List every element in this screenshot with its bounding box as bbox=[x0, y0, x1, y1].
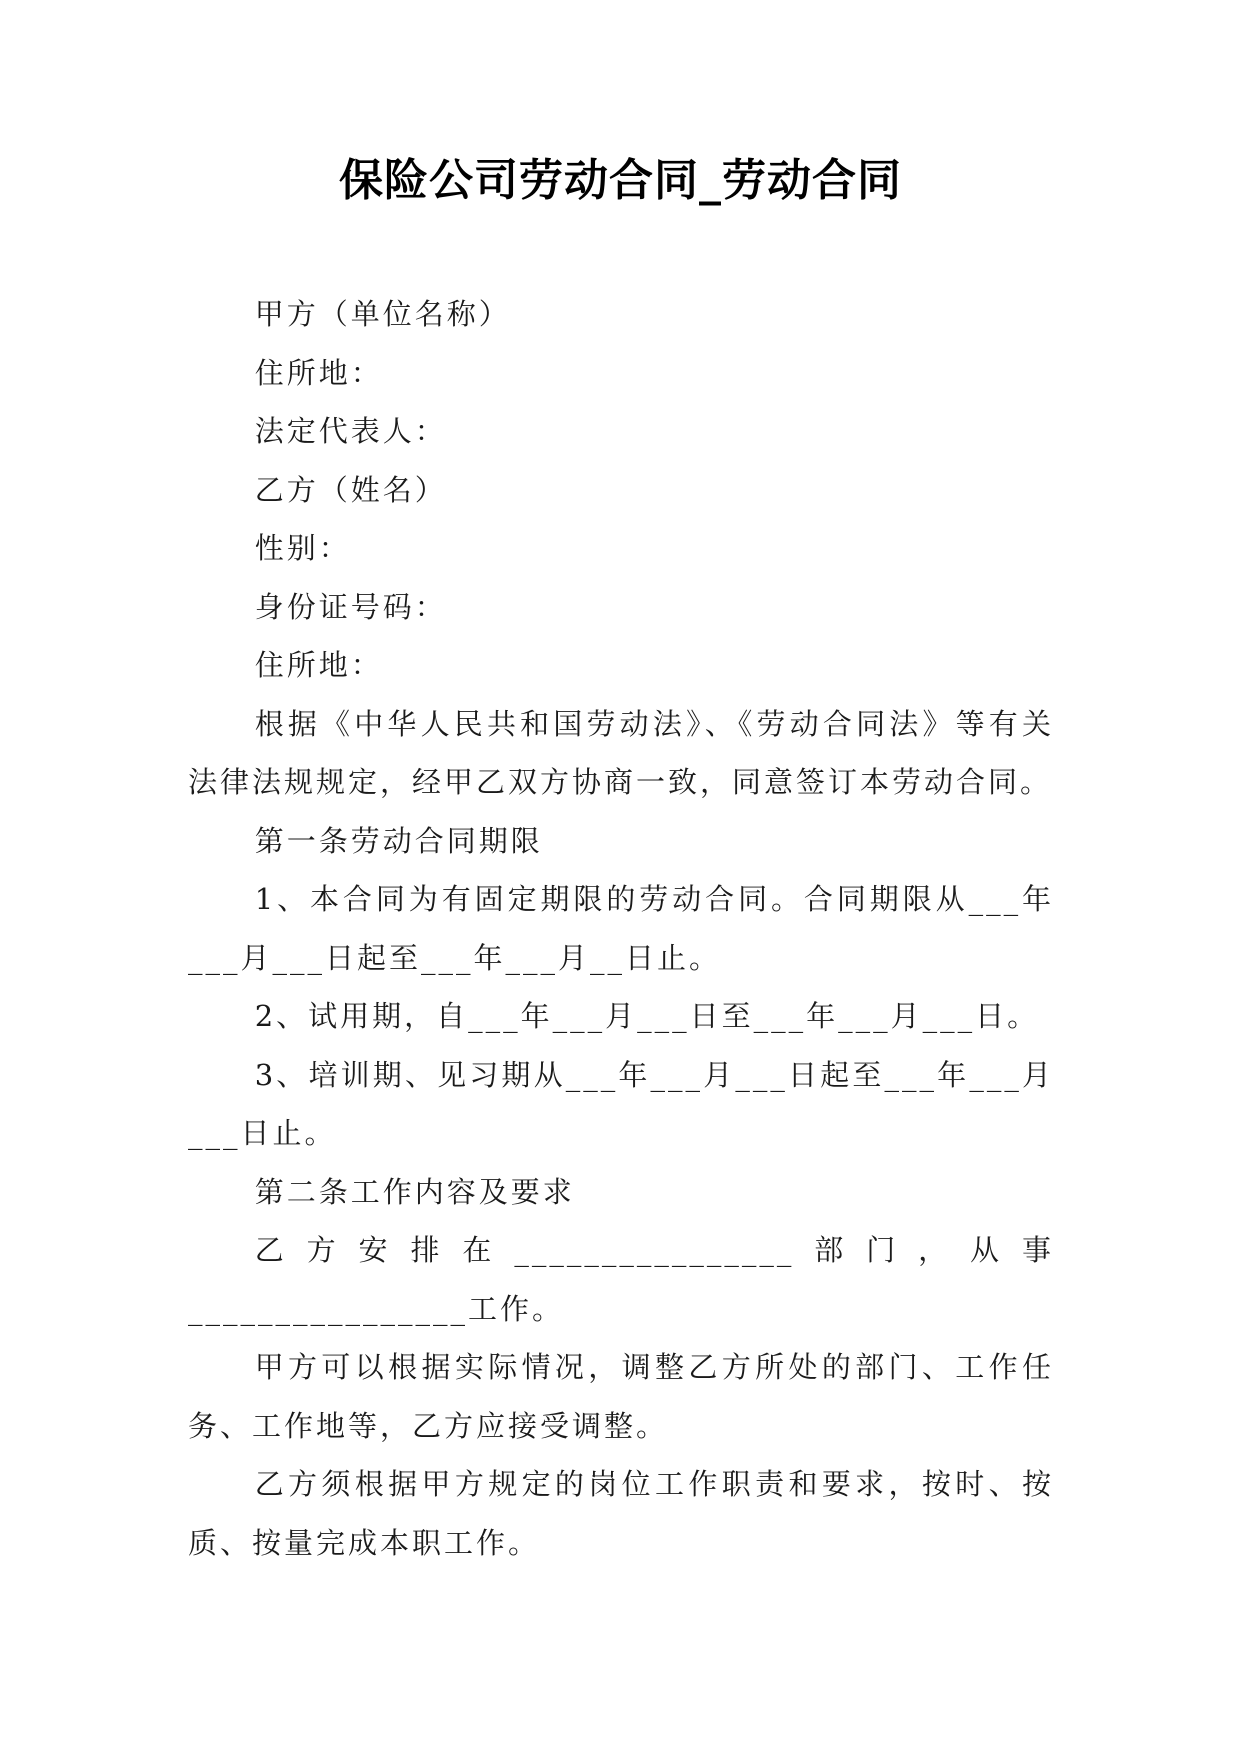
article-1-clause-3: 3、培训期、见习期从___年___月___日起至___年___月___日止。 bbox=[188, 1057, 1054, 1150]
article-1-heading: 第一条劳动合同期限 bbox=[254, 823, 543, 858]
legal-representative-line: 法定代表人： bbox=[254, 414, 447, 448]
article-2-adjustment: 甲方可以根据实际情况，调整乙方所处的部门、工作任务、工作地等，乙方应接受调整。 bbox=[188, 1350, 1054, 1443]
preamble-paragraph: 根据《中华人民共和国劳动法》、《劳动合同法》等有关法律法规规定，经甲乙双方协商一致，同意签订本劳动合同。 bbox=[188, 706, 1054, 799]
article-2-duties: 乙方须根据甲方规定的岗位工作职责和要求，按时、按质、按量完成本职工作。 bbox=[188, 1467, 1054, 1560]
document-body bbox=[188, 285, 1054, 1572]
party-b-name-line: 乙方（姓名） bbox=[254, 472, 447, 507]
article-2-heading: 第二条工作内容及要求 bbox=[254, 1174, 575, 1209]
gender-line: 性别： bbox=[254, 531, 351, 565]
party-a-address-line: 住所地： bbox=[254, 355, 383, 390]
document-title: 保险公司劳动合同_劳动合同 bbox=[339, 155, 902, 206]
id-number-line: 身份证号码： bbox=[254, 589, 447, 624]
party-b-address-line: 住所地： bbox=[254, 648, 383, 682]
article-1-clause-2: 2、试用期，自___年___月___日至___年___月___日。 bbox=[254, 999, 1040, 1033]
party-a-name-line: 甲方（单位名称） bbox=[254, 297, 511, 331]
article-1-clause-1: 1、本合同为有固定期限的劳动合同。合同期限从___年___月___日起至___年___月__日止。 bbox=[188, 882, 1054, 975]
article-2-assignment: 乙方安排在________________部门，从事________________工作。 bbox=[188, 1233, 1054, 1326]
